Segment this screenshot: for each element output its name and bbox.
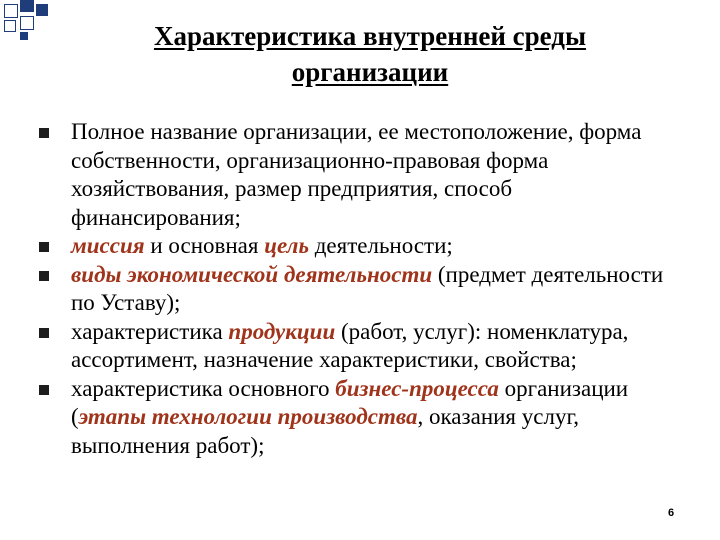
emphasized-term: продукции: [228, 318, 336, 344]
bullet-text: (работ, услуг): номенклатура, ассортимент, назначение характеристики, свойства;: [71, 318, 629, 372]
bullet-list: [38, 118, 678, 460]
bullet-item: [38, 118, 678, 232]
bullet-item: [38, 375, 678, 461]
decoration-square-filled: [20, 0, 34, 12]
bullet-square-icon: [39, 385, 49, 395]
emphasized-term: бизнес-процесса: [335, 375, 499, 401]
bullet-square-icon: [39, 242, 49, 252]
bullet-text: деятельности;: [308, 233, 453, 258]
emphasized-term: цель: [264, 233, 309, 258]
bullet-text: Полное название организации, ее местоположение, форма собственности, организационно-правовая форма хозяйствования, размер предприятия, способ финансирования;: [71, 119, 642, 230]
bullet-text: характеристика: [71, 318, 229, 344]
bullet-square-icon: [39, 128, 49, 138]
decoration-square-outline: [4, 4, 18, 18]
bullet-text: и основная: [144, 233, 265, 258]
bullet-item: [38, 261, 678, 318]
bullet-item: [38, 232, 678, 261]
bullet-text: , оказания услуг, выполнения работ);: [71, 404, 580, 458]
bullet-item: [38, 318, 678, 375]
page-number: 6: [668, 507, 675, 519]
bullet-text: организации (: [71, 375, 629, 429]
bullet-text: (предмет деятельности по Уставу);: [71, 261, 664, 315]
bullet-square-icon: [39, 271, 49, 281]
slide-title: [40, 18, 700, 90]
emphasized-term: виды экономической деятельности: [71, 261, 433, 287]
slide-title-line1: Характеристика внутренней среды: [153, 21, 587, 51]
decoration-square-outline: [20, 16, 34, 30]
decoration-square-outline: [4, 20, 16, 32]
emphasized-term: этапы технологии производства: [78, 404, 418, 429]
bullet-text: характеристика основного: [71, 375, 336, 401]
bullet-square-icon: [39, 328, 49, 338]
decoration-square-filled: [20, 32, 28, 40]
emphasized-term: миссия: [71, 233, 145, 258]
decoration-square-filled: [36, 4, 48, 16]
slide-title-line2: организации: [291, 57, 449, 87]
